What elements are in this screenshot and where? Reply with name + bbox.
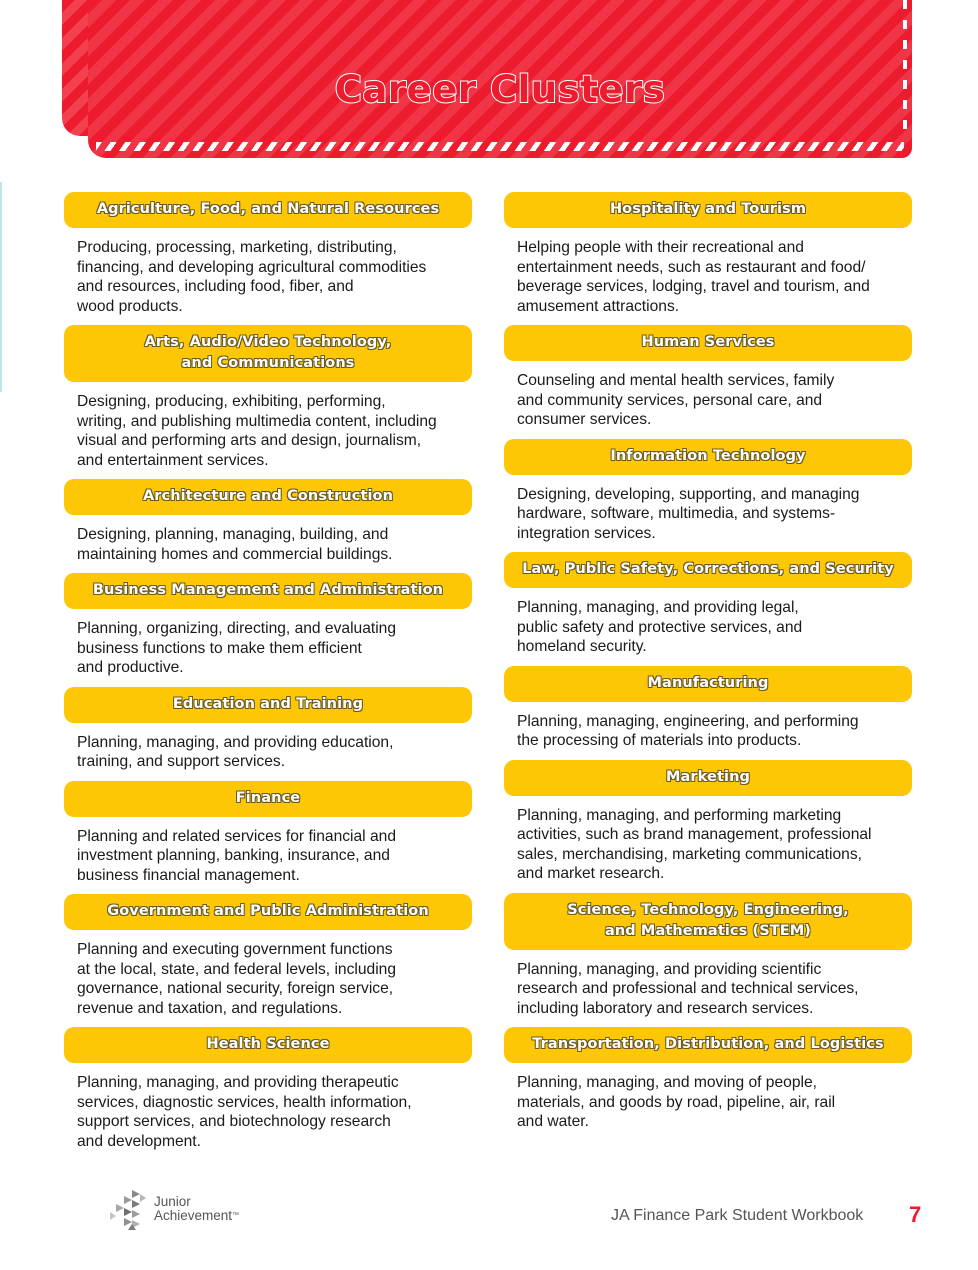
cluster-description-line: research and professional and technical services, (517, 980, 859, 997)
cluster-description-line: training, and support services. (77, 753, 286, 770)
cluster-description-line: governance, national security, foreign service, (77, 980, 394, 997)
cluster-description (64, 723, 472, 772)
cluster-description-line: beverage services, lodging, travel and tourism, and (517, 278, 870, 295)
cluster-description (504, 588, 912, 657)
cluster-description-line: activities, such as brand management, professional (517, 826, 872, 843)
cluster-heading-line: Manufacturing (647, 674, 769, 691)
cluster-description (504, 228, 912, 316)
cluster-description-line: the processing of materials into products. (517, 732, 802, 749)
cluster-description (64, 1063, 472, 1151)
cluster-description-line: Planning, organizing, directing, and evaluating (77, 620, 397, 637)
cluster-heading-line: Hospitality and Tourism (609, 201, 807, 217)
cluster-heading (504, 1027, 912, 1063)
left-column (64, 192, 472, 1160)
career-cluster-information-technology (504, 439, 912, 544)
cluster-description-line: Planning, managing, and providing scientific (517, 960, 822, 978)
cluster-description-line: and water. (517, 1113, 589, 1130)
cluster-heading (64, 687, 472, 723)
career-cluster-human-services (504, 325, 912, 430)
cluster-description-line: Helping people with their recreational and (517, 239, 804, 256)
cluster-heading-line: Agriculture, Food, and Natural Resources (96, 201, 440, 217)
cluster-description-line: materials, and goods by road, pipeline, air, rail (517, 1093, 836, 1111)
cluster-heading (504, 552, 912, 588)
cluster-description-line: Planning, managing, and providing therapeutic (77, 1074, 399, 1091)
cluster-heading (504, 666, 912, 702)
cluster-description-line: Planning, managing, engineering, and performing (517, 712, 859, 730)
cluster-description-line: Planning, managing, and moving of people, (517, 1074, 817, 1091)
cluster-heading-line: Information Technology (610, 447, 806, 464)
banner-dash-bottom (96, 142, 904, 151)
cluster-description-line: sales, merchandising, marketing communications, (517, 845, 862, 863)
logo-line-1: Junior (154, 1194, 191, 1209)
cluster-description (504, 1063, 912, 1132)
cluster-description-line: and resources, including food, fiber, and (77, 278, 354, 295)
banner-front-layer (88, 0, 912, 158)
cluster-description-line: consumer services. (517, 411, 652, 428)
cluster-heading-line: Business Management and Administration (92, 582, 444, 598)
ja-logo-icon (110, 1188, 150, 1232)
cluster-description-line: writing, and publishing multimedia content, including (77, 412, 437, 430)
career-cluster-architecture-and-construction (64, 479, 472, 564)
cluster-heading (64, 1027, 472, 1063)
cluster-description-line: Designing, developing, supporting, and managing (517, 485, 860, 503)
cluster-heading-line: Architecture and Construction (142, 488, 394, 504)
cluster-description (64, 515, 472, 564)
cluster-description (64, 609, 472, 678)
career-cluster-science-technology-engineering-and-mathematics-stem (504, 893, 912, 1019)
cluster-description-line: Counseling and mental health services, family (517, 372, 835, 389)
cluster-description-line: revenue and taxation, and regulations. (77, 999, 343, 1017)
cluster-description-line: Producing, processing, marketing, distributing, (77, 239, 397, 256)
cluster-description (504, 475, 912, 544)
career-cluster-agriculture-food-and-natural-resources (64, 192, 472, 316)
cluster-heading-line: Health Science (206, 1036, 330, 1052)
cluster-heading (64, 325, 472, 382)
career-cluster-education-and-training (64, 687, 472, 772)
cluster-description-line: integration services. (517, 524, 656, 542)
cluster-heading-line: Arts, Audio/Video Technology, (144, 334, 392, 350)
cluster-description (64, 930, 472, 1018)
cluster-description-line: investment planning, banking, insurance, and (77, 847, 390, 864)
cluster-description-line: Planning, managing, and providing legal, (517, 599, 799, 616)
cluster-description-line: Designing, planning, managing, building, and (77, 526, 389, 543)
cluster-heading (64, 573, 472, 609)
junior-achievement-logo (110, 1188, 270, 1232)
cluster-description-line: Planning, managing, and providing education, (77, 733, 394, 751)
career-cluster-finance (64, 781, 472, 886)
cluster-description-line: amusement attractions. (517, 297, 680, 315)
cluster-heading-line: Human Services (641, 334, 775, 350)
career-cluster-law-public-safety-corrections-and-security (504, 552, 912, 657)
career-cluster-arts-audio-video-technology-and-communications (64, 325, 472, 470)
right-column (504, 192, 912, 1141)
cluster-heading (504, 325, 912, 361)
career-cluster-business-management-and-administration (64, 573, 472, 678)
career-cluster-marketing (504, 760, 912, 884)
cluster-heading-line: Science, Technology, Engineering, (567, 901, 849, 918)
cluster-description-line: Planning, managing, and performing marketing (517, 806, 842, 824)
cluster-description-line: entertainment needs, such as restaurant and food/ (517, 258, 866, 276)
cluster-heading-line: and Mathematics (STEM) (604, 922, 812, 939)
cluster-description-line: and productive. (77, 659, 184, 676)
cluster-description-line: support services, and biotechnology research (77, 1113, 391, 1130)
cluster-description (64, 817, 472, 886)
logo-wordmark (154, 1195, 239, 1223)
cluster-heading (64, 479, 472, 515)
title-banner (62, 0, 912, 158)
cluster-description-line: Planning and related services for financial and (77, 827, 397, 845)
cluster-description-line: and community services, personal care, and (517, 391, 823, 409)
career-cluster-health-science (64, 1027, 472, 1151)
cluster-description-line: and development. (77, 1132, 201, 1150)
cluster-description-line: hardware, software, multimedia, and systems- (517, 505, 836, 522)
cluster-description-line: wood products. (77, 297, 183, 315)
cluster-heading-line: Finance (235, 789, 301, 806)
cluster-description (504, 950, 912, 1019)
cluster-description (504, 361, 912, 430)
cluster-heading-line: Marketing (666, 768, 750, 785)
cluster-heading (504, 893, 912, 950)
career-cluster-manufacturing (504, 666, 912, 751)
workbook-title: JA Finance Park Student Workbook (611, 1207, 864, 1224)
page-number: 7 (909, 1202, 922, 1227)
cluster-description-line: including laboratory and research services. (517, 999, 814, 1017)
cluster-description-line: financing, and developing agricultural commodities (77, 258, 427, 276)
cluster-description (64, 382, 472, 470)
career-cluster-government-and-public-administration (64, 894, 472, 1018)
cluster-description (504, 702, 912, 751)
cluster-description-line: business financial management. (77, 866, 300, 884)
cluster-description-line: business functions to make them efficient (77, 639, 362, 657)
cluster-description-line: and entertainment services. (77, 451, 269, 469)
logo-line-2: Achievement (154, 1208, 233, 1223)
left-edge-accent (0, 182, 2, 392)
cluster-description-line: homeland security. (517, 638, 647, 655)
cluster-heading (64, 192, 472, 228)
cluster-heading-line: and Communications (181, 355, 355, 371)
cluster-heading (64, 781, 472, 817)
cluster-heading-line: Government and Public Administration (107, 903, 429, 919)
cluster-description (504, 796, 912, 884)
logo-trademark: ™ (232, 1212, 240, 1219)
cluster-heading (504, 439, 912, 475)
cluster-heading (504, 192, 912, 228)
cluster-description-line: at the local, state, and federal levels, including (77, 960, 397, 978)
page-title: Career Clusters (334, 68, 666, 111)
cluster-heading-line: Education and Training (172, 695, 364, 712)
cluster-description-line: public safety and protective services, and (517, 618, 803, 636)
cluster-description-line: Designing, producing, exhibiting, performing, (77, 393, 386, 410)
cluster-description-line: Planning and executing government functions (77, 941, 393, 958)
cluster-heading (64, 894, 472, 930)
cluster-description-line: maintaining homes and commercial buildings. (77, 545, 393, 563)
cluster-heading-line: Transportation, Distribution, and Logistics (532, 1036, 884, 1052)
cluster-description-line: visual and performing arts and design, journalism, (77, 432, 422, 449)
cluster-description-line: and market research. (517, 865, 665, 882)
career-cluster-hospitality-and-tourism (504, 192, 912, 316)
cluster-description (64, 228, 472, 316)
cluster-description-line: services, diagnostic services, health information, (77, 1093, 412, 1111)
cluster-heading (504, 760, 912, 796)
cluster-heading-line: Law, Public Safety, Corrections, and Security (522, 561, 894, 577)
career-cluster-transportation-distribution-and-logistics (504, 1027, 912, 1132)
